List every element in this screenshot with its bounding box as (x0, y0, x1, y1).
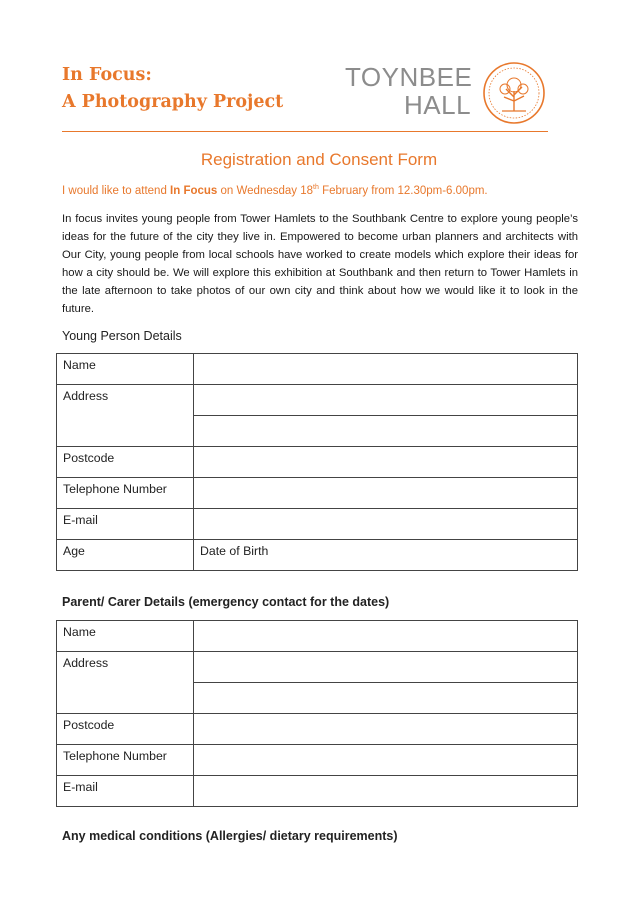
parent-carer-table (56, 620, 578, 807)
address-field-line1[interactable] (194, 385, 578, 416)
project-description: In focus invites young people from Tower Hamlets to the Southbank Centre to explore young people’s ideas for the future of the city they live in. Empowered to become urban planners and architects with Our City, young people from local schools have worked to create models which explore their ideas for how a city should be. We will explore this exhibition at Southbank and then return to Tower Hamlets in the late afternoon to take photos of our own city and think about how we would like it to look in the future. (62, 213, 578, 315)
parent-name-label: Name (57, 621, 194, 652)
address-label: Address (57, 385, 194, 447)
table-row (57, 385, 578, 416)
email-label: E-mail (57, 509, 194, 540)
project-title-line2: A Photography Project (62, 92, 284, 112)
postcode-label: Postcode (57, 447, 194, 478)
address-field-line2[interactable] (194, 416, 578, 447)
table-row (57, 478, 578, 509)
email-field[interactable] (194, 509, 578, 540)
medical-conditions-heading: Any medical conditions (Allergies/ dietary requirements) (62, 829, 398, 843)
parent-carer-heading: Parent/ Carer Details (emergency contact for the dates) (62, 595, 390, 609)
table-row (57, 509, 578, 540)
dob-label[interactable]: Date of Birth (194, 540, 578, 571)
table-row (57, 447, 578, 478)
header-divider (62, 131, 548, 132)
young-person-heading: Young Person Details (62, 329, 182, 343)
name-label: Name (57, 354, 194, 385)
table-row (57, 354, 578, 385)
table-row (57, 621, 578, 652)
parent-postcode-label: Postcode (57, 714, 194, 745)
intro-middle: on Wednesday 18 (217, 184, 314, 197)
parent-address-field-line2[interactable] (194, 683, 578, 714)
parent-name-field[interactable] (194, 621, 578, 652)
table-row (57, 714, 578, 745)
parent-email-field[interactable] (194, 776, 578, 807)
table-row (57, 745, 578, 776)
parent-telephone-label: Telephone Number (57, 745, 194, 776)
parent-email-label: E-mail (57, 776, 194, 807)
intro-event: In Focus (170, 184, 218, 197)
intro-prefix: I would like to attend (62, 184, 171, 197)
table-row (57, 652, 578, 683)
attendance-statement (62, 184, 488, 197)
intro-sup: th (313, 184, 319, 191)
logo-line1: TOYNBEE (345, 62, 473, 92)
project-title-line1: In Focus: (62, 65, 152, 85)
parent-address-label: Address (57, 652, 194, 714)
form-title: Registration and Consent Form (200, 150, 438, 169)
table-row (57, 776, 578, 807)
young-person-table (56, 353, 578, 571)
name-field[interactable] (194, 354, 578, 385)
age-label: Age (57, 540, 194, 571)
parent-postcode-field[interactable] (194, 714, 578, 745)
intro-suffix: February from 12.30pm-6.00pm. (318, 184, 488, 197)
parent-address-field-line1[interactable] (194, 652, 578, 683)
telephone-field[interactable] (194, 478, 578, 509)
postcode-field[interactable] (194, 447, 578, 478)
telephone-label: Telephone Number (57, 478, 194, 509)
table-row (57, 540, 578, 571)
logo-line2: HALL (404, 90, 472, 120)
tree-seal-icon (482, 61, 546, 125)
parent-telephone-field[interactable] (194, 745, 578, 776)
project-title (62, 62, 283, 116)
